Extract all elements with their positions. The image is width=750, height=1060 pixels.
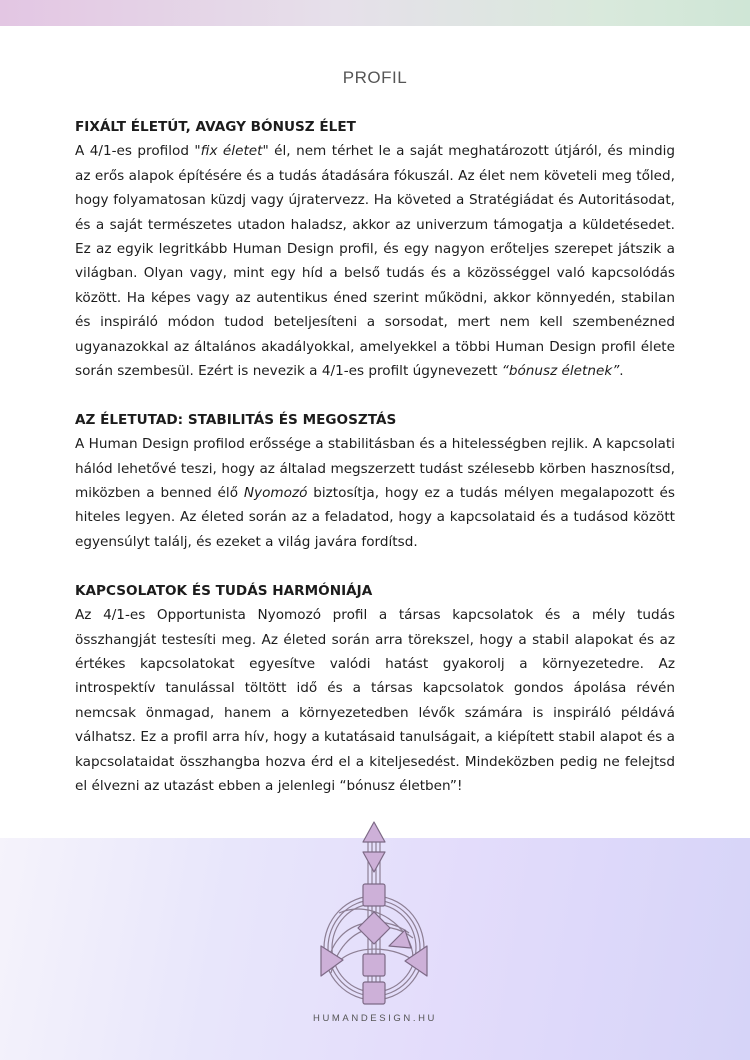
text-segment-italic: Nyomozó xyxy=(243,485,308,502)
section-heading: KAPCSOLATOK ÉS TUDÁS HARMÓNIÁJA xyxy=(75,582,373,599)
top-gradient-bar xyxy=(0,0,750,26)
text-segment: él, nem térhet le a saját meghatározott útjáról, és mindig az erős alapok építésére és a tudás átadására fókuszál. Az élet nem követeli meg tőled, hogy folyamatosan küzdj vagy újratervezz. Ha követed a Stratégiádat és Autoritásodat, és a saját természetes utadon haladsz, akkor az univerzum támogatja a küldetésedet. Ez az egyik legritkább Human Design profil, és egy nagyon erőteljes szerepet játszik a világban. Olyan vagy, mint egy híd a belső tudás és a közösséggel való kapcsolódás között. Ha képes vagy az autentikus éned szerint működni, akkor könnyedén, stabilan és inspiráló módon tudod beteljesíteni a sorsodat, mert nem kell szembenézned ugyanazokkal az általános akadályokkal, amelyekkel a többi Human Design profil élete során szembesül. Ezért is nevezik a 4/1-es profilt úgynevezett xyxy=(75,143,675,380)
text-segment: A 4/1-es profilod xyxy=(75,143,195,160)
text-segment: . xyxy=(619,363,624,380)
section-heading: AZ ÉLETUTAD: STABILITÁS ÉS MEGOSZTÁS xyxy=(75,411,397,428)
text-segment: A Human Design profilod erőssége a stabilitásban és a hitelességben rejlik. A kapcsolati hálód lehetővé teszi, hogy az általad megszerzett tudást szélesebb körben hasznosítsd, miközben a benned élő xyxy=(75,436,675,502)
section-paragraph xyxy=(75,603,675,798)
section-paragraph xyxy=(75,432,675,554)
document-body xyxy=(75,115,675,823)
bodygraph-logo-icon xyxy=(313,818,437,1008)
section-harmony xyxy=(75,579,675,799)
section-life-path xyxy=(75,408,675,554)
section-paragraph xyxy=(75,139,675,383)
text-segment-italic: "fix életet" xyxy=(194,143,269,160)
logo-wordmark: HUMANDESIGN.HU xyxy=(312,1013,437,1024)
text-segment: Az 4/1-es Opportunista Nyomozó profil a társas kapcsolatok és a mély tudás összhangját testesíti meg. Az életed során arra törekszel, hogy a stabil alapokat és az értékes kapcsolatokat egyesítve valódi hatást gyakorolj a környezetedre. Az introspektív tanulással töltött idő és a társas kapcsolatok gondos ápolása révén nemcsak önmagad, hanem a környezetedben lévők számára is inspiráló példává válhatsz. Ez a profil arra hív, hogy a kutatásaid tanulságait, a kiépített stabil alapot és a kapcsolataidat összhangba hozva érd el a kiteljesedést. Mindeközben pedig ne felejtsd el élvezni az utazást ebben a jelenlegi “bónusz életben”! xyxy=(75,607,675,794)
text-segment-italic: “bónusz életnek” xyxy=(501,363,620,380)
section-fixed-life xyxy=(75,115,675,383)
text-segment: biztosítja, hogy ez a tudás mélyen megalapozott és hiteles legyen. Az életed során az a feladatod, hogy a kapcsolataid és a tudásod között egyensúlyt találj, és ezeket a világ javára fordítsd. xyxy=(75,485,675,550)
page-title: PROFIL xyxy=(342,68,408,87)
section-heading: FIXÁLT ÉLETÚT, AVAGY BÓNUSZ ÉLET xyxy=(75,119,356,135)
